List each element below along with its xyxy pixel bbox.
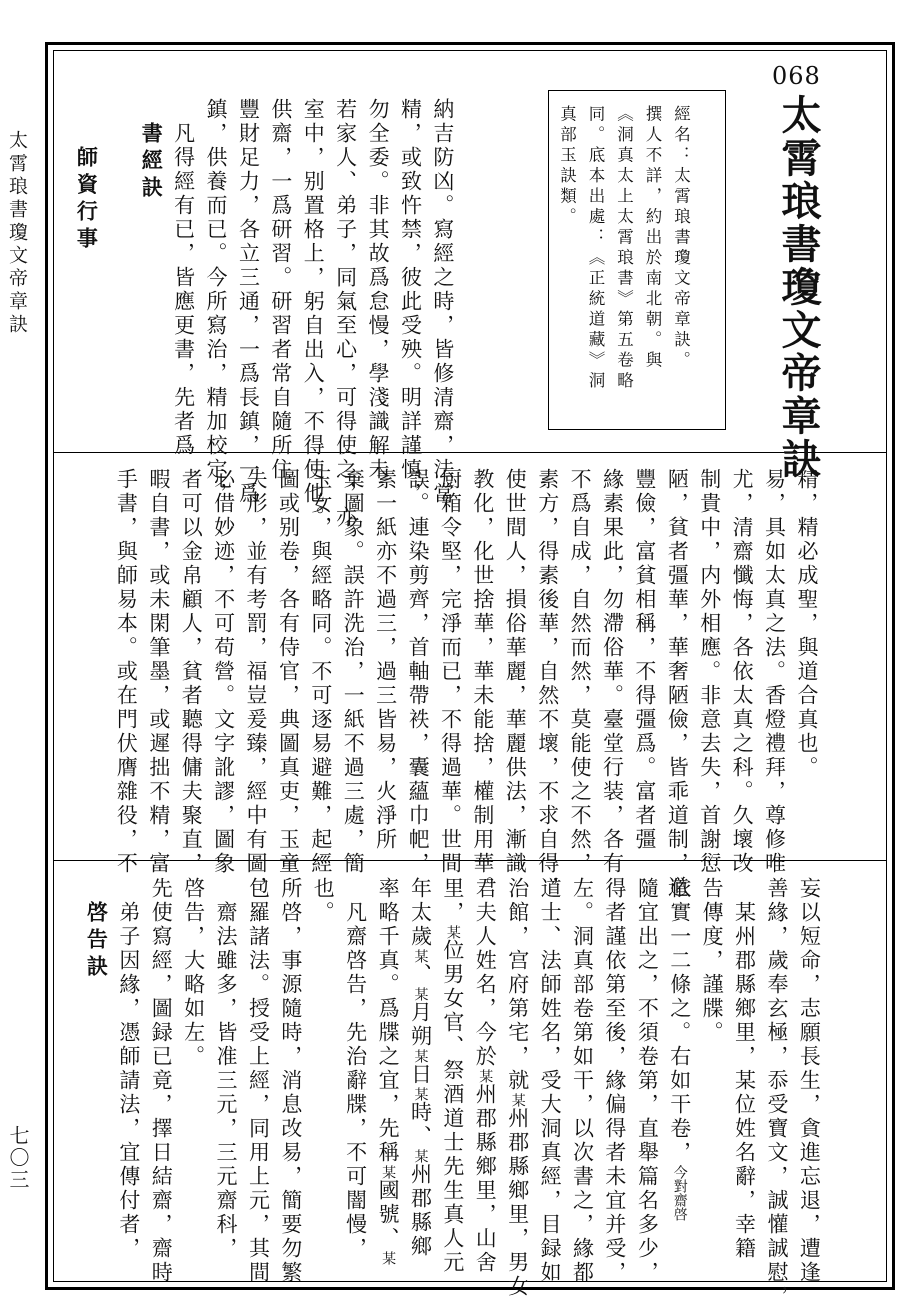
text-line: 陋，貧者彊華，華奢陋儉，皆乖道制，道 xyxy=(665,468,690,900)
text-line xyxy=(501,877,533,1299)
text-line: 失形，並有考罰，福豈爰臻，經中有圖， xyxy=(244,468,269,900)
text-run: 州郡縣鄉 xyxy=(408,1163,433,1259)
text-line: 啓告，大略如左。 xyxy=(181,877,206,1069)
text-line: 先使寫經，圖録已竟，擇日結齋，齋時 xyxy=(149,877,174,1285)
text-run: 某 xyxy=(412,949,429,963)
text-run: 時、 xyxy=(408,1101,433,1149)
text-run: 某 xyxy=(412,1149,429,1163)
text-run: 今對齋啓 xyxy=(671,1165,688,1221)
text-line xyxy=(404,877,436,1277)
text-line: 教化，化世捨華，華未能捨，權制用華。 xyxy=(470,468,495,900)
text-run: 位男女官、祭酒道士先生真人元 xyxy=(440,939,465,1275)
text-line: 精，精必成聖，與道合真也。 xyxy=(794,468,819,780)
chapter-title: 師資行事 xyxy=(74,146,100,254)
text-line xyxy=(469,877,501,1277)
text-run: 某 xyxy=(444,925,461,939)
text-line: 尤，清齋懺悔，各依太真之科。久壞改 xyxy=(730,468,755,876)
text-line: 使世間人，損俗華麗，華麗供法，漸識 xyxy=(503,468,528,876)
text-line: 所啓，事源隨時，消息改易，簡要勿繁 xyxy=(278,877,303,1285)
text-run: 州郡縣鄉里，男女 xyxy=(505,1107,530,1299)
text-run: 里， xyxy=(440,877,465,925)
info-line: 同。底本出處：《正統道藏》洞 xyxy=(586,105,605,392)
text-run: 率略千真。爲牒之宜，先稱 xyxy=(376,877,401,1165)
text-line xyxy=(663,877,695,1277)
section-qi-gao-jue xyxy=(80,877,825,1309)
info-line: 經名：太霄琅書瓊文帝章訣。 xyxy=(671,105,691,372)
text-line: 易，具如太真之法。香燈禮拜，尊修唯 xyxy=(762,468,787,876)
text-line: 若家人、弟子，同氣至心，可得使之，亦 xyxy=(333,98,358,530)
text-line: 暇自書，或未閑筆墨，或遲拙不精，富 xyxy=(146,468,171,876)
text-line: 鎮，供養而已。今所寫治，精加校定， xyxy=(204,98,229,506)
text-run: 日 xyxy=(408,1063,433,1087)
text-line: 誤。連染剪齊，首軸帶袟，囊蘊巾帊， xyxy=(406,468,431,876)
text-line: 者可以金帛顧人，貧者聽得傭夫聚直， xyxy=(179,468,204,876)
text-line: 妄以短命，志願長生，貪進忘退，遭逢 xyxy=(797,877,822,1285)
text-run: 某 xyxy=(380,1165,397,1179)
document-number: 068 xyxy=(772,62,821,90)
text-run: 某 xyxy=(477,1069,494,1083)
text-line: 供齋，一爲研習。研習者常自隨所住 xyxy=(268,98,293,482)
text-line: 精，或致忤禁，彼此受殃。明詳謹慎， xyxy=(398,98,423,506)
text-line: 素一紙亦不過三，過三皆易，火淨所 xyxy=(373,468,398,852)
text-line: 善緣，歲奉玄極，忝受寶文，誠懽誠慰， xyxy=(764,877,789,1309)
text-line: 道士、法師姓名，受大洞真經，目録如 xyxy=(538,877,563,1285)
text-run: 君夫人姓名，今於 xyxy=(473,877,498,1069)
text-line: 隨宜出之，不須卷第，直舉篇名多少， xyxy=(635,877,660,1285)
text-line xyxy=(436,877,468,1277)
text-line: 玉女，與經略同。不可逐易避難，起經 xyxy=(308,468,333,876)
info-line: 撰人不詳，約出於南北朝。與 xyxy=(643,105,662,372)
text-run: 依實一二條之。右如干卷， xyxy=(667,877,692,1165)
section-heading: 啓告訣 xyxy=(84,901,110,982)
text-line: 素方，得素後華，自然不壞，不求自得， xyxy=(535,468,560,900)
text-run: 某 xyxy=(412,1049,429,1063)
text-line: 必借妙迹，不可苟營。文字訛謬，圖象 xyxy=(211,468,236,876)
text-line: 告傳度，謹牒。 xyxy=(700,877,725,1045)
text-run: 月朔 xyxy=(408,1001,433,1049)
section-shu-jing-jue-continued xyxy=(110,468,823,900)
text-line: 不爲自成，自然而然，莫能使之不然， xyxy=(568,468,593,876)
text-line: 凡齋啓告，先治辭牒，不可闇慢， xyxy=(343,901,368,1261)
text-run: 某 xyxy=(412,1087,429,1101)
document-title: 太霄琅書瓊文帝章訣 xyxy=(775,94,821,481)
text-run: 某 xyxy=(380,1251,397,1265)
section-shu-jing-jue xyxy=(70,98,459,530)
text-line: 齋法雖多，皆准三元，三元齋科， xyxy=(214,901,239,1261)
text-line: 弟子因緣，憑師請法，宜傳付者， xyxy=(116,901,141,1261)
page-number: 七〇三 xyxy=(6,1125,30,1191)
text-line: 某州郡縣鄉里，某位姓名辭，幸籍 xyxy=(732,901,757,1261)
text-run: 州郡縣鄉里，山舍 xyxy=(473,1083,498,1275)
text-run: 年太歲 xyxy=(408,877,433,949)
text-line: 手書，與師易本。或在門伏膺雜役，不 xyxy=(114,468,139,876)
source-info-text xyxy=(552,105,695,425)
text-line: 制貴中，内外相應。非意去失，首謝愆 xyxy=(697,468,722,876)
text-run: 某 xyxy=(412,987,429,1001)
text-line xyxy=(372,877,404,1277)
text-line: 棄圖象。誤許洗治，一紙不過三處，簡 xyxy=(341,468,366,876)
text-run: 某 xyxy=(509,1093,526,1107)
blank-line xyxy=(102,98,134,443)
text-line: 豐儉，富貧相稱，不得彊爲。富者彊 xyxy=(632,468,657,852)
running-title: 太霄琅書瓊文帝章訣 xyxy=(6,130,28,337)
text-line: 包羅諸法。授受上經，同用上元，其間 xyxy=(246,877,271,1285)
text-line: 緣素果此，勿滯俗華。臺堂行装，各有 xyxy=(600,468,625,876)
text-line: 得者謹依第至後，緣偏得者未宜并受， xyxy=(602,877,627,1285)
info-line: 《洞真太上太霄琅書》第五卷略 xyxy=(614,105,634,392)
text-run: 國號、 xyxy=(376,1179,401,1251)
text-line: 厨箱令堅，完淨而已，不得過華。世間 xyxy=(438,468,463,876)
text-line: 納吉防凶。寫經之時，皆修清齋，法當 xyxy=(430,98,455,506)
info-line: 真部玉訣類。 xyxy=(557,105,577,228)
section-heading: 書經訣 xyxy=(139,122,165,203)
text-line: 圖或别卷，各有侍官，典圖真吏，玉童 xyxy=(276,468,301,876)
text-line: 左。洞真部卷第如干，以次書之，緣都 xyxy=(570,877,595,1285)
text-line: 豐財足力，各立三通，一爲長鎮，一爲 xyxy=(236,98,261,506)
text-run: 、 xyxy=(408,963,433,987)
text-line: 勿全委。非其故爲怠慢，學淺識解未 xyxy=(366,98,391,482)
text-run: 治館，宫府第宅，就 xyxy=(505,877,530,1093)
text-line: 凡得經有已，皆應更書，先者爲 xyxy=(171,122,196,458)
text-line: 也。 xyxy=(311,877,336,925)
text-line: 室中，别置格上，躬自出入，不得使他。 xyxy=(301,98,326,530)
